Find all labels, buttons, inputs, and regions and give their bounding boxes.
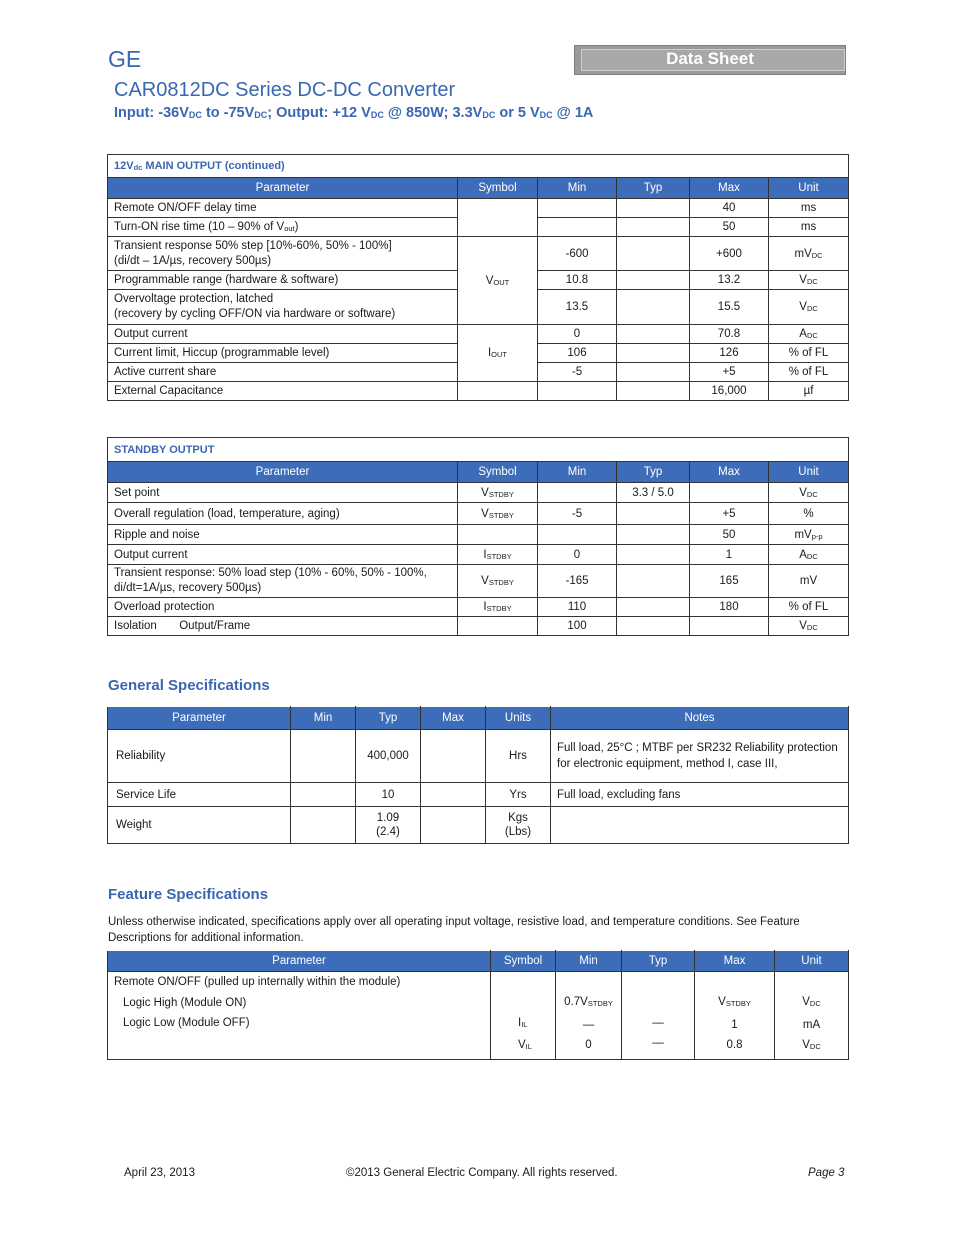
max-cell (690, 483, 769, 503)
typ-cell (617, 344, 690, 363)
symbol-cell: $I_{IL}$ $V_{IL}$ (491, 972, 556, 1060)
column-header: Symbol (458, 462, 538, 483)
param-cell: Programmable range (hardware & software) (108, 271, 458, 290)
min-cell: 0 (538, 545, 617, 565)
column-header: Typ (617, 462, 690, 483)
min-cell: -600 (538, 237, 617, 271)
logic-high-label: Logic High (Module ON) (123, 996, 247, 1009)
feature-specs-table (107, 950, 849, 1060)
min-cell: -5 (538, 363, 617, 382)
notes-cell: Full load, excluding fans (551, 783, 849, 807)
column-header: Min (538, 178, 617, 199)
general-specs-heading: General Specifications (108, 677, 270, 694)
param-cell: Overload protection (108, 598, 458, 617)
max-cell (421, 807, 486, 844)
unit-cell: µf (769, 382, 849, 401)
min-cell (538, 382, 617, 401)
symbol-cell-iout: $I_{OUT}$ (458, 325, 538, 382)
unit-cell: $V_{DC}$ (769, 271, 849, 290)
typ-cell (617, 199, 690, 218)
min-cell: $0.7V_{STDBY}$ — 0 (556, 972, 622, 1060)
column-header: Max (690, 462, 769, 483)
symbol-cell: $I_{STDBY}$ (458, 598, 538, 617)
param-cell: Isolation Output/Frame (108, 617, 458, 636)
max-cell: 13.2 (690, 271, 769, 290)
typ-cell: 10 (356, 783, 421, 807)
subtitle-part: to -75V (201, 105, 255, 121)
subtitle-part: or 5 V (495, 105, 540, 121)
param-cell: Reliability (108, 730, 291, 783)
max-cell: 165 (690, 565, 769, 598)
table-row (108, 525, 849, 545)
column-header: Min (556, 951, 622, 972)
unit-cell: % of FL (769, 363, 849, 382)
symbol-cell-empty (458, 382, 538, 401)
typ-cell (617, 382, 690, 401)
main-output-table (107, 154, 849, 401)
main-output-title: $12V_{dc}$ MAIN OUTPUT (continued) (108, 155, 849, 178)
table-row (108, 783, 849, 807)
typ-cell (617, 598, 690, 617)
column-header: Unit (769, 462, 849, 483)
param-cell: Current limit, Hiccup (programmable level) (108, 344, 458, 363)
ge-logo: GE (108, 46, 142, 72)
table-row (108, 237, 849, 271)
typ-cell (617, 290, 690, 325)
param-cell: Output current (108, 325, 458, 344)
unit-cell: % of FL (769, 344, 849, 363)
max-cell: 126 (690, 344, 769, 363)
footer-page-number: Page 3 (808, 1167, 845, 1179)
typ-cell (617, 363, 690, 382)
standby-output-title: STANDBY OUTPUT (108, 438, 849, 462)
param-cell: Set point (108, 483, 458, 503)
column-header: Max (690, 178, 769, 199)
symbol-cell-vout: $V_{OUT}$ (458, 237, 538, 325)
feature-intro: Unless otherwise indicated, specifications apply over all operating input voltage, resistive load, and temperature conditions. See Feature Descriptions for additional information. (108, 916, 800, 944)
product-subtitle (114, 105, 593, 121)
subtitle-sub: DC (188, 110, 202, 120)
param-cell: Output current (108, 545, 458, 565)
standby-header-row (108, 462, 849, 483)
subtitle-sub: DC (482, 110, 496, 120)
typ-cell (617, 525, 690, 545)
max-cell (421, 730, 486, 783)
min-cell: 10.8 (538, 271, 617, 290)
units-cell: Kgs (Lbs) (486, 807, 551, 844)
param-cell: Overall regulation (load, temperature, aging) (108, 503, 458, 525)
param-cell: Turn-ON rise time (10 – 90% of $V_{out}$) (108, 218, 458, 237)
column-header: Parameter (108, 178, 458, 199)
max-cell: +600 (690, 237, 769, 271)
table-row (108, 807, 849, 844)
max-cell: 1 (690, 545, 769, 565)
unit-cell: $V_{DC}$ (769, 617, 849, 636)
max-cell: +5 (690, 363, 769, 382)
standby-output-table (107, 437, 849, 636)
units-cell: Hrs (486, 730, 551, 783)
units-cell: Yrs (486, 783, 551, 807)
max-cell: +5 (690, 503, 769, 525)
min-cell (538, 483, 617, 503)
main-output-header-row (108, 178, 849, 199)
max-cell: 50 (690, 525, 769, 545)
table-row (108, 598, 849, 617)
unit-cell: ms (769, 199, 849, 218)
subtitle-sub: DC (539, 110, 553, 120)
unit-cell: mV (769, 565, 849, 598)
symbol-cell (458, 617, 538, 636)
min-cell (538, 218, 617, 237)
remote-onoff-label: Remote ON/OFF (pulled up internally within the module) (114, 976, 401, 988)
typ-cell (617, 237, 690, 271)
subtitle-part: ; Output: +12 V (267, 105, 371, 121)
table-row (108, 730, 849, 783)
min-cell: 0 (538, 325, 617, 344)
general-specs-table (107, 706, 849, 844)
column-header: Symbol (458, 178, 538, 199)
general-header-row (108, 707, 849, 730)
data-sheet-label: Data Sheet (666, 49, 754, 68)
column-header: Typ (356, 707, 421, 730)
table-row (108, 325, 849, 344)
min-cell: 106 (538, 344, 617, 363)
logic-low-label: Logic Low (Module OFF) (123, 1017, 250, 1029)
subtitle-part: @ 850W; 3.3V (383, 105, 483, 121)
subtitle-part: @ 1A (552, 105, 594, 121)
symbol-cell (458, 525, 538, 545)
param-cell: Weight (108, 807, 291, 844)
min-cell: 100 (538, 617, 617, 636)
typ-cell (617, 617, 690, 636)
max-cell: 40 (690, 199, 769, 218)
feature-specs-heading: Feature Specifications (108, 886, 269, 903)
param-cell: Transient response: 50% load step (10% - 60%, 50% - 100%, di/dt=1A/µs, recovery 500µs) (108, 565, 458, 598)
table-row (108, 382, 849, 401)
subtitle-sub: DC (370, 110, 384, 120)
min-cell (538, 199, 617, 218)
notes-cell (551, 807, 849, 844)
typ-cell (617, 271, 690, 290)
feature-header-row (108, 951, 849, 972)
typ-cell (617, 565, 690, 598)
param-cell: Remote ON/OFF delay time (108, 199, 458, 218)
column-header: Unit (769, 178, 849, 199)
max-cell: 15.5 (690, 290, 769, 325)
table-row (108, 545, 849, 565)
subtitle-sub: DC (254, 110, 268, 120)
table-row (108, 199, 849, 218)
column-header: Typ (617, 178, 690, 199)
min-cell (291, 730, 356, 783)
min-cell: 110 (538, 598, 617, 617)
footer-copyright: ©2013 General Electric Company. All rights reserved. (346, 1167, 618, 1179)
min-cell: -5 (538, 503, 617, 525)
unit-cell: $A_{DC}$ (769, 325, 849, 344)
column-header: Units (486, 707, 551, 730)
footer-date: April 23, 2013 (124, 1167, 195, 1179)
product-title: CAR0812DC Series DC-DC Converter (114, 79, 456, 101)
typ-cell (617, 325, 690, 344)
param-cell: External Capacitance (108, 382, 458, 401)
unit-cell: % (769, 503, 849, 525)
param-cell: Service Life (108, 783, 291, 807)
column-header: Max (695, 951, 775, 972)
column-header: Min (291, 707, 356, 730)
param-cell: Ripple and noise (108, 525, 458, 545)
max-cell: $V_{STDBY}$ 1 0.8 (695, 972, 775, 1060)
subtitle-part: Input: -36V (114, 105, 189, 121)
symbol-cell: $V_{STDBY}$ (458, 565, 538, 598)
max-cell: 180 (690, 598, 769, 617)
unit-cell: ms (769, 218, 849, 237)
typ-cell (617, 503, 690, 525)
column-header: Notes (551, 707, 849, 730)
notes-cell: Full load, 25°C ; MTBF per SR232 Reliability protection for electronic equipment, method I, case III, (551, 730, 849, 783)
max-cell: 70.8 (690, 325, 769, 344)
unit-cell: % of FL (769, 598, 849, 617)
min-cell: -165 (538, 565, 617, 598)
unit-cell: $A_{DC}$ (769, 545, 849, 565)
symbol-cell: $V_{STDBY}$ (458, 483, 538, 503)
typ-cell: — — (622, 972, 695, 1060)
unit-cell: $mV_{p-p}$ (769, 525, 849, 545)
min-cell (538, 525, 617, 545)
max-cell: 16,000 (690, 382, 769, 401)
column-header: Parameter (108, 951, 491, 972)
unit-cell: $mV_{DC}$ (769, 237, 849, 271)
max-cell (421, 783, 486, 807)
min-cell: 13.5 (538, 290, 617, 325)
max-cell (690, 617, 769, 636)
column-header: Parameter (108, 462, 458, 483)
param-cell: Transient response 50% step [10%-60%, 50% - 100%] (di/dt – 1A/µs, recovery 500µs) (108, 237, 458, 271)
table-row (108, 565, 849, 598)
typ-cell (617, 218, 690, 237)
unit-cell: $V_{DC}$ (769, 483, 849, 503)
param-cell (108, 972, 491, 1060)
param-cell: Overvoltage protection, latched (recovery by cycling OFF/ON via hardware or software) (108, 290, 458, 325)
typ-cell: 400,000 (356, 730, 421, 783)
column-header: Unit (775, 951, 849, 972)
column-header: Symbol (491, 951, 556, 972)
param-cell: Active current share (108, 363, 458, 382)
column-header: Typ (622, 951, 695, 972)
table-row (108, 483, 849, 503)
column-header: Min (538, 462, 617, 483)
column-header: Parameter (108, 707, 291, 730)
unit-cell: $V_{DC}$ (769, 290, 849, 325)
table-row (108, 503, 849, 525)
max-cell: 50 (690, 218, 769, 237)
symbol-cell-empty (458, 199, 538, 237)
symbol-cell: $V_{STDBY}$ (458, 503, 538, 525)
data-sheet-badge (574, 45, 846, 75)
table-row (108, 617, 849, 636)
symbol-cell: $I_{STDBY}$ (458, 545, 538, 565)
typ-cell: 1.09 (2.4) (356, 807, 421, 844)
column-header: Max (421, 707, 486, 730)
min-cell (291, 783, 356, 807)
unit-cell: $V_{DC}$ mA $V_{DC}$ (775, 972, 849, 1060)
min-cell (291, 807, 356, 844)
table-row (108, 972, 849, 1060)
typ-cell: 3.3 / 5.0 (617, 483, 690, 503)
typ-cell (617, 545, 690, 565)
